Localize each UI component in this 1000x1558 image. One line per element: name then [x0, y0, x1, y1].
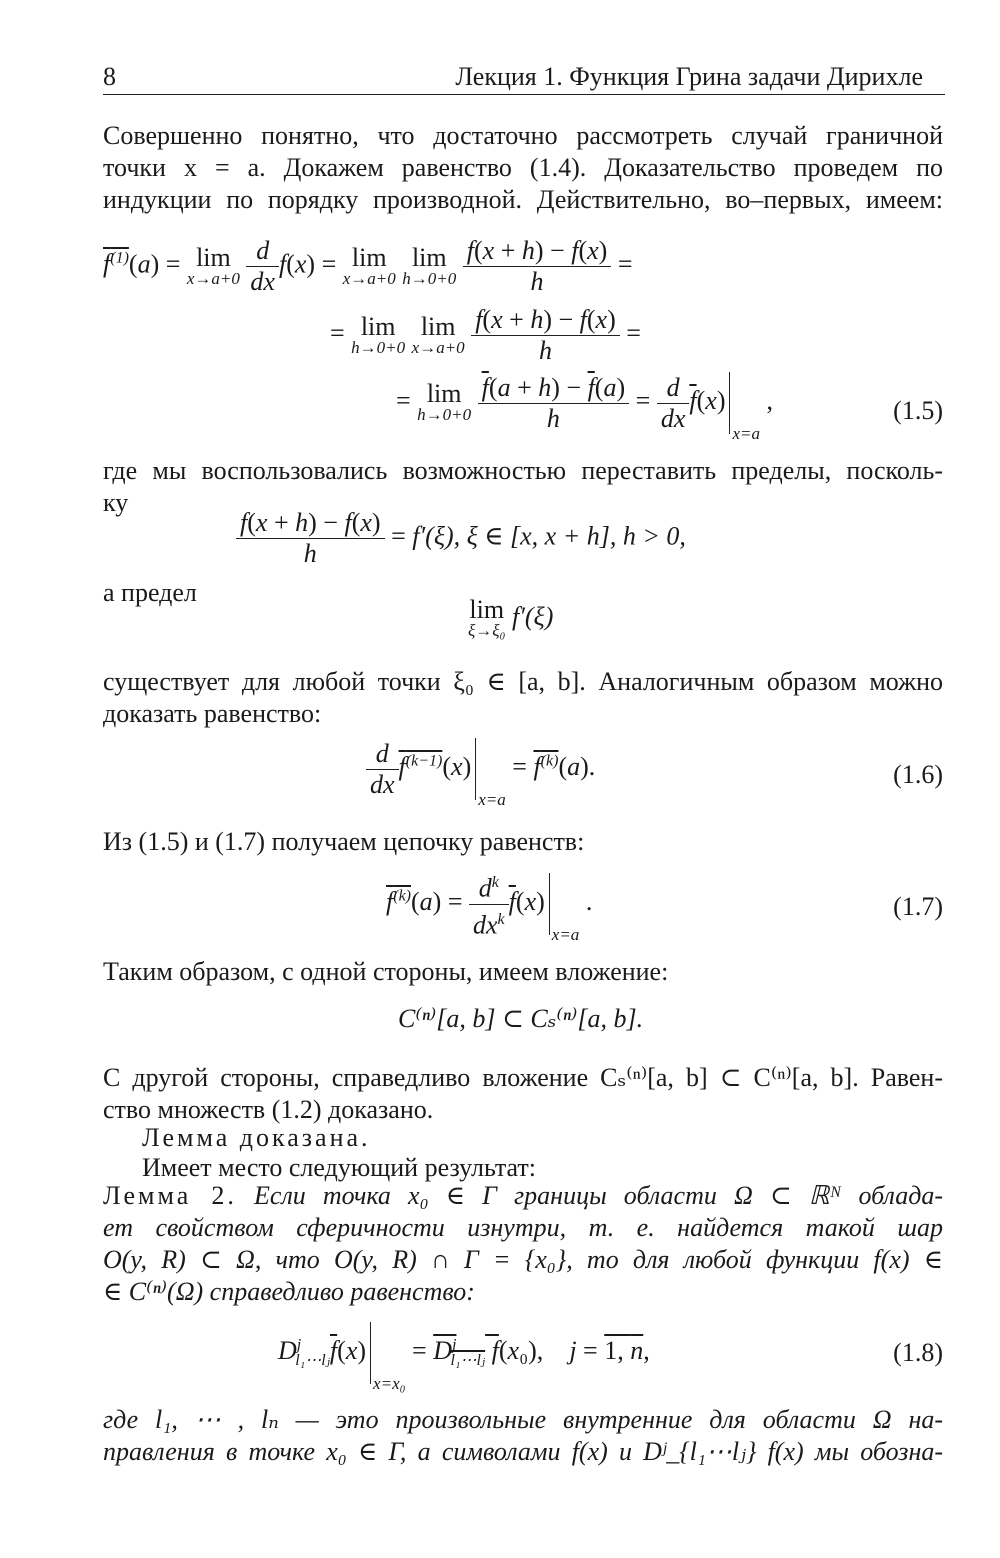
text-line: ет свойством сферичности изнутри, т. е. найдется такой шар: [103, 1213, 943, 1242]
equation-number: (1.6): [893, 760, 943, 789]
text-line: доказать равенство:: [103, 699, 322, 728]
running-header: [103, 62, 945, 96]
equation-number: (1.8): [893, 1338, 943, 1367]
text-line: где мы воспользовались возможностью переставить пределы, посколь-: [103, 456, 943, 485]
equation-number: (1.7): [893, 892, 943, 921]
paragraph-intro: [103, 120, 943, 216]
text-line: ку: [103, 488, 129, 517]
text-line: [103, 1180, 943, 1212]
lemma-2: [103, 1180, 943, 1308]
text-line: С другой стороны, справедливо вложение Cₛ⁽ⁿ⁾[a, b] ⊂ C⁽ⁿ⁾[a, b]. Равен-: [103, 1063, 943, 1092]
text-line: где l₁, ⋯ , lₙ — это произвольные внутренние для области Ω на-: [103, 1405, 943, 1434]
text-line: существует для любой точки ξ₀ ∈ [a, b]. Аналогичным образом можно: [103, 667, 943, 696]
limit-body: f′(ξ): [511, 601, 554, 631]
equation-mean-value: $\frac{f(x + h) - f(x)}{h}$ = f′(ξ), ξ ∈ [x, x + h], h > 0,: [236, 508, 686, 569]
text-line: Совершенно понятно, что достаточно рассмотреть случай граничной: [103, 121, 943, 150]
lemma-proved: Лемма доказана.: [142, 1123, 371, 1152]
equation-embedding: C⁽ⁿ⁾[a, b] ⊂ Cₛ⁽ⁿ⁾[a, b].: [398, 1004, 644, 1033]
paragraph-chain: Из (1.5) и (1.7) получаем цепочку равенств:: [103, 827, 585, 856]
equation-1-5-line-2: = lim h→0+0 lim x→a+0 $\frac{f(x + h) - f(x)}{h}$ =: [330, 305, 641, 365]
equation-1-7: $f^{(k)}(a)$ = $\frac{d^k}{dx^k}$ $\overline{f}(x)x=a$ .: [386, 868, 592, 945]
paragraph-embedding: Таким образом, с одной стороны, имеем вложение:: [103, 957, 669, 986]
equation-limit-fprime: lim ξ→ξ₀ f′(ξ): [468, 595, 554, 640]
mean-value-rhs: f′(ξ), ξ ∈ [x, x + h], h > 0,: [412, 521, 686, 551]
paragraph-other-side: [103, 1062, 943, 1126]
page-number: 8: [103, 62, 116, 91]
lemma-2-heading: Лемма 2.: [103, 1181, 237, 1210]
text-line: ство множеств (1.2) доказано.: [103, 1095, 434, 1124]
equation-number: (1.5): [893, 396, 943, 425]
paragraph-directions: [103, 1404, 943, 1468]
lemma-2-text: Если точка x₀ ∈ Γ границы области Ω ⊂ ℝᴺ облада-: [254, 1181, 944, 1210]
equation-1-5-line-1: $f^{(1)}(a)$ = lim x→a+0 $\frac{d}{dx}$ f(x) = lim x→a+0 lim h→0+0 $\frac{f(x + h) - f(x)}{h}$ =: [103, 236, 633, 296]
equation-1-5-line-3: = lim h→0+0 $\frac{\overline{f}(a + h) - \overline{f}(a)}{h}$ = $\frac{d}{dx}$ $\overline{f}(x)x=a$ ,: [396, 372, 774, 443]
equation-1-6: $\frac{d}{dx}$ $f^{(k-1)}(x)x=a = f^{(k)}(a)$.: [366, 738, 595, 810]
running-title: Лекция 1. Функция Грина задачи Дирихле: [455, 62, 923, 91]
text-line: O(y, R) ⊂ Ω, что O(y, R) ∩ Γ = {x₀}, то для любой функции f(x) ∈: [103, 1245, 943, 1274]
paragraph-exists: [103, 666, 943, 730]
text-line: ∈ C⁽ⁿ⁾(Ω) справедливо равенство:: [103, 1277, 475, 1306]
text-line: индукции по порядку производной. Действительно, во–первых, имеем:: [103, 185, 943, 214]
equation-1-8: $D^j_{l_1\cdots lⱼ}\overline{f}(x)x=x_0 = D^j_{l_1\cdots lⱼ}$ f(x₀), j = 1, n,: [278, 1322, 650, 1394]
paragraph-limit: а предел: [103, 578, 197, 607]
text-line: правления в точке x₀ ∈ Γ, а символами f(x) и Dʲ_{l₁⋯lⱼ} f(x) мы обозна-: [103, 1437, 943, 1466]
paragraph-result: Имеет место следующий результат:: [142, 1153, 536, 1182]
header-rule: [103, 94, 945, 95]
text-line: точки x = a. Докажем равенство (1.4). Доказательство проведем по: [103, 153, 943, 182]
